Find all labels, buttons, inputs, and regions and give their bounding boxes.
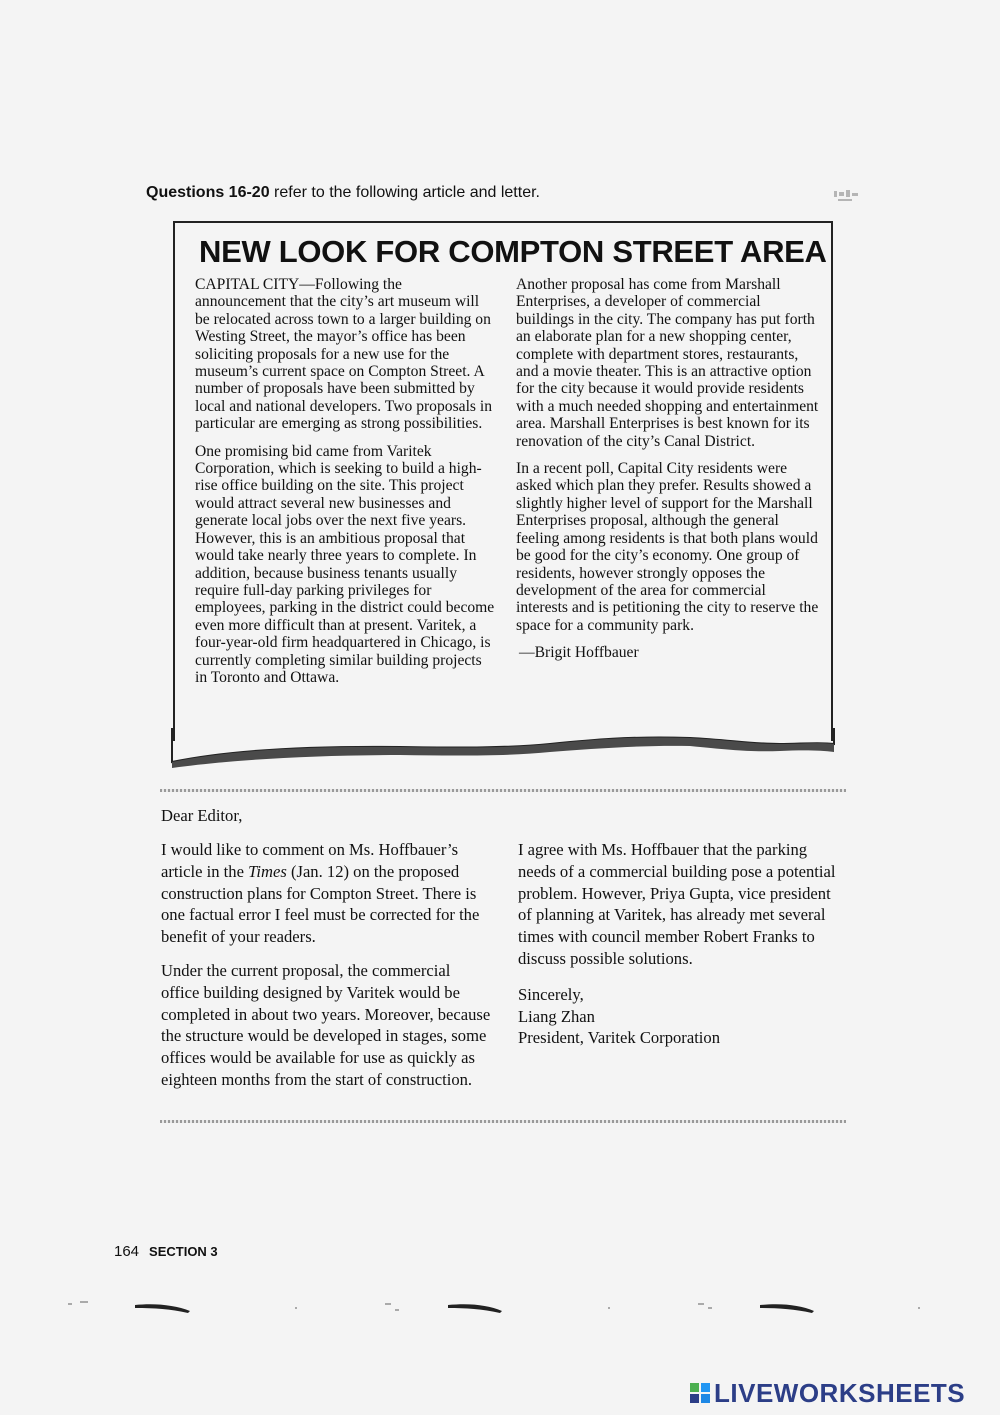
liveworksheets-logo-icon xyxy=(690,1383,710,1403)
article-paragraph: In a recent poll, Capital City residents were asked which plan they prefer. Results showed a slightly higher level of support for the Marshall Enterprises proposal, although the general feeling among residents is that both plans would be good for the city’s economy. One group of residents, however strongly opposes the development of the area for commercial interests and is petitioning the city to reserve the space for a community park. xyxy=(516,460,819,634)
questions-intro-text: refer to the following article and letter. xyxy=(269,184,540,201)
scan-smudge-icon xyxy=(832,188,864,206)
article-paragraph: Another proposal has come from Marshall Enterprises, a developer of commercial buildings in the city. The company has put forth an elaborate plan for a new shopping center, complete with department stores, restaurants, and a movie theater. This is an attractive option for the city because it would provide residents with a much needed shopping and entertainment area. Marshall Enterprises is best known for its renovation of the city’s Canal District. xyxy=(516,276,819,450)
torn-edge-divider xyxy=(170,728,836,778)
questions-range: Questions 16-20 xyxy=(146,184,270,201)
signer-title: President, Varitek Corporation xyxy=(518,1028,721,1048)
letter-left-column xyxy=(161,839,491,1103)
scan-artifacts xyxy=(60,1295,940,1325)
letter-signature xyxy=(518,984,848,1049)
letter-greeting: Dear Editor, xyxy=(161,806,243,825)
section-label: SECTION 3 xyxy=(149,1244,218,1259)
letter-right-column xyxy=(518,839,848,1061)
section-divider xyxy=(160,1120,846,1123)
signer-name: Liang Zhan xyxy=(518,1006,595,1026)
section-divider xyxy=(160,789,846,792)
article-byline: —Brigit Hoffbauer xyxy=(519,644,639,662)
page-number: 164 xyxy=(114,1243,140,1260)
article-right-column xyxy=(516,276,821,672)
letter-paragraph: I agree with Ms. Hoffbauer that the parking needs of a commercial building pose a potential problem. However, Priya Gupta, vice president of planning at Varitek, has already met several times with council member Robert Franks to discuss possible solutions. xyxy=(518,840,836,968)
brand-name: LIVEWORKSHEETS xyxy=(714,1377,966,1408)
article-title: NEW LOOK FOR COMPTON STREET AREA xyxy=(199,234,827,269)
letter-paragraph: I would like to comment on Ms. Hoffbauer’s article in the Times (Jan. 12) on the proposed construction plans for Compton Street. There is one factual error I feel must be corrected for the benefit of your readers. xyxy=(161,840,480,947)
article-left-column xyxy=(195,276,495,696)
questions-intro xyxy=(146,184,540,202)
article-paragraph: CAPITAL CITY—Following the announcement that the city’s art museum will be relocated across town to a larger building on Westing Street, the mayor’s office has been soliciting proposals for a new use for the museum’s current space on Compton Street. A number of proposals have been submitted by local and national developers. Two proposals in particular are emerging as strong possibilities. xyxy=(195,276,492,433)
letter-closing: Sincerely, xyxy=(518,984,584,1004)
letter-paragraph: Under the current proposal, the commercial office building designed by Varitek would be completed in about two years. Moreover, because the structure would be developed in stages, some offices would be available for use as quickly as eighteen months from the start of construction. xyxy=(161,960,491,1089)
page-footer xyxy=(114,1243,218,1260)
newspaper-name: Times xyxy=(248,861,287,881)
article-paragraph: One promising bid came from Varitek Corporation, which is seeking to build a high-rise office building on the site. This project would attract several new businesses and generate local jobs over the next five years. However, this is an ambitious proposal that would take nearly three years to complete. In addition, because business tenants usually require full-day parking privileges for employees, parking in the district could become even more difficult than at present. Varitek, a four-year-old firm headquartered in Chicago, is currently completing similar building projects in Toronto and Ottawa. xyxy=(195,442,495,686)
liveworksheets-brand xyxy=(690,1378,965,1408)
